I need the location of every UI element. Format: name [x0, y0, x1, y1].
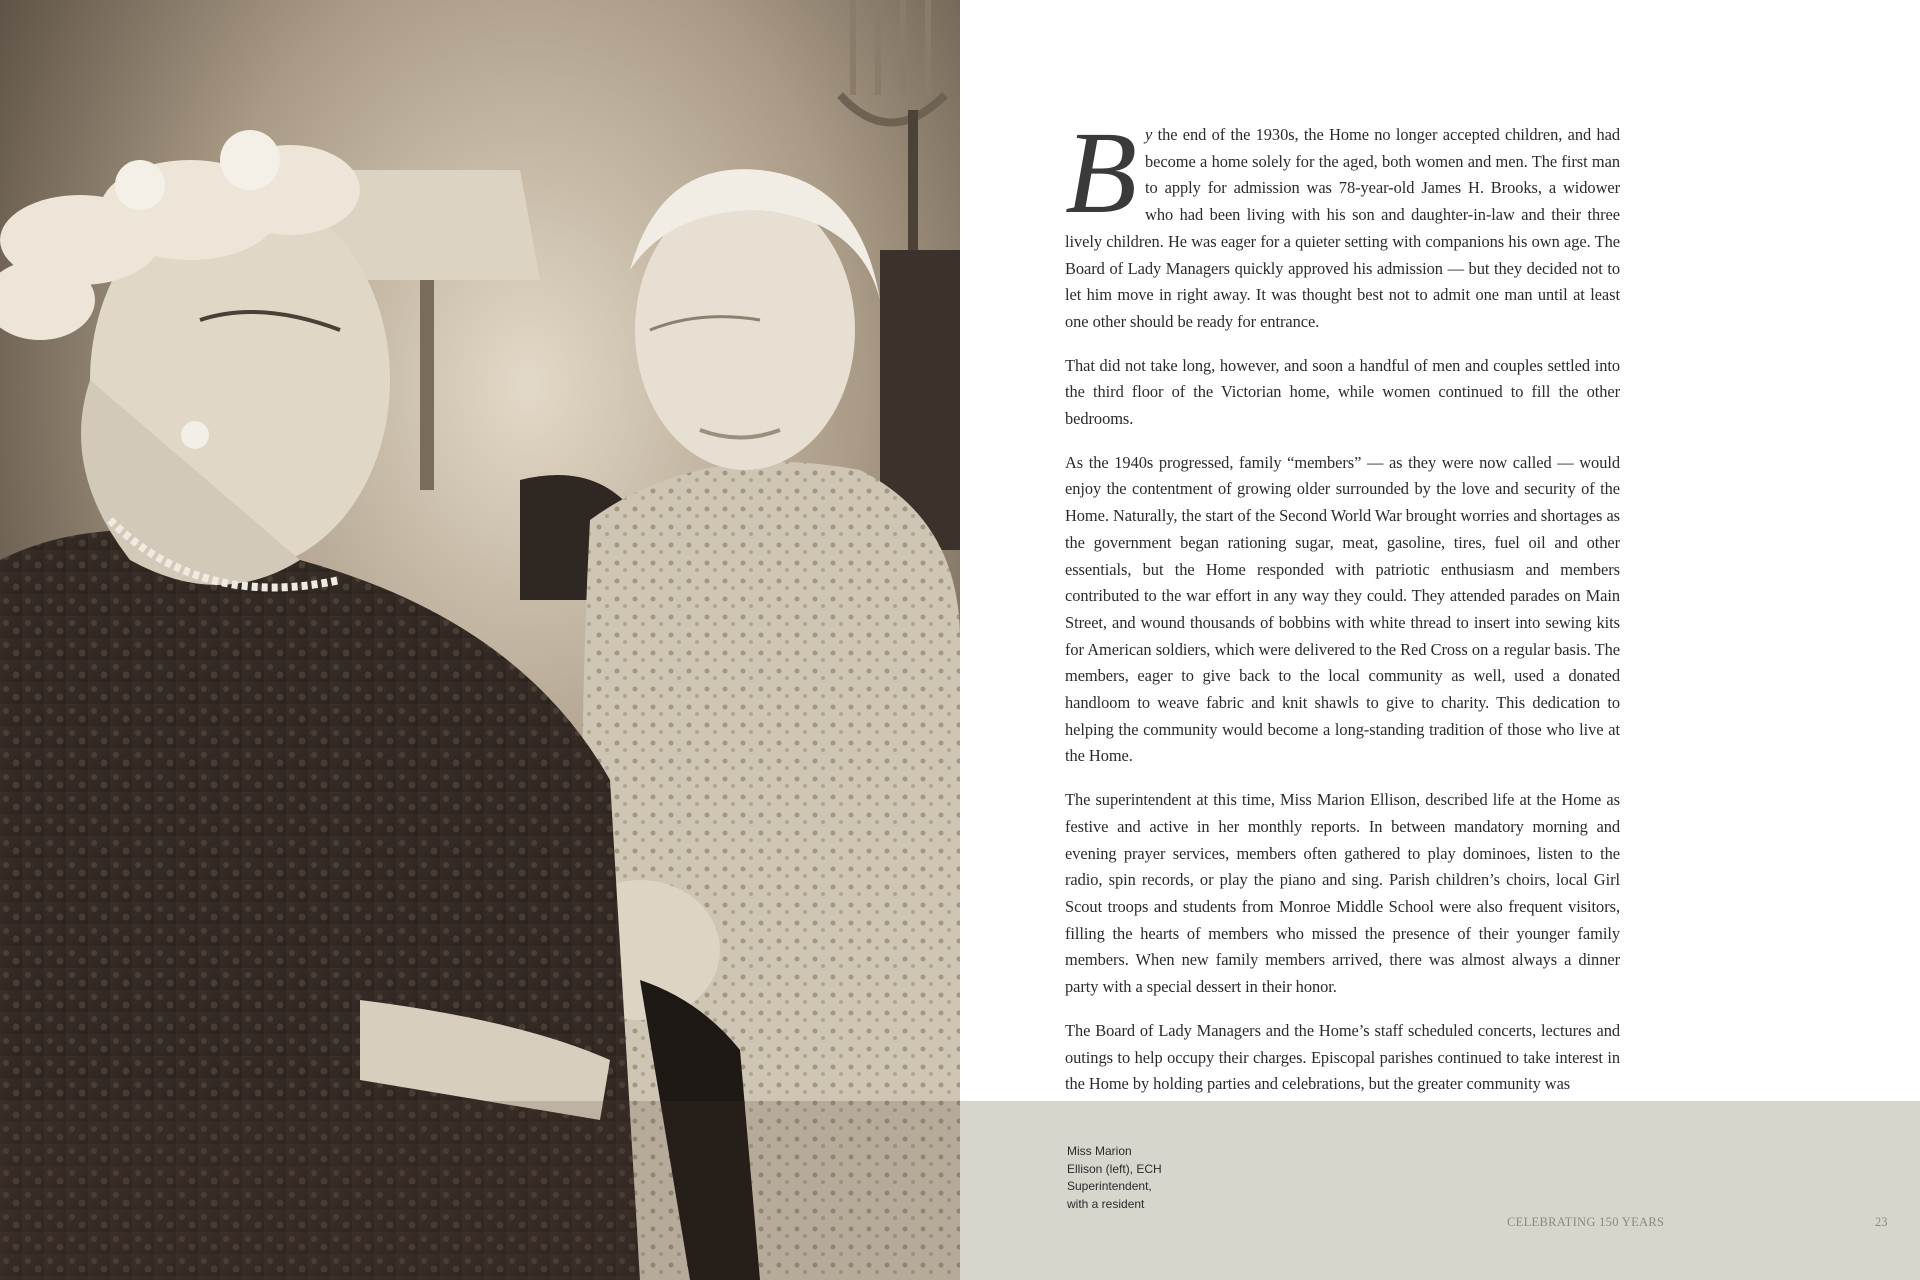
paragraph-3: As the 1940s progressed, family “members” — as they were now called — would enjoy the contentment of growing older surrounded by the love and security of the Home. Naturally, the start of the Second World War brought worries and shortages as the government began rationing sugar, meat, gasoline, tires, fuel oil and other essentials, but the Home responded with patriotic enthusiasm and members contributed to the war effort in any way they could. They attended parades on Main Street, and wound thousands of bobbins with white thread to insert into sewing kits for American soldiers, which were delivered to the Red Cross on a regular basis. The members, eager to give back to the local community as well, used a donated handloom to weave fabric and knit shawls to give to charity. This dedication to helping the community would become a long-standing tradition of those who live at the Home.	[1065, 452, 1620, 766]
paragraph-1-text: the end of the 1930s, the Home no longer accepted children, and had become a home solely for the aged, both women and men. The first man to apply for admission was 78-year-old James H. Brooks, a widower who had been living with his son and daughter-in-law and their three lively children. He was eager for a quieter setting with companions his own age. The Board of Lady Managers quickly approved his admission — but they decided not to let him move in right away. It was thought best not to admit one man until at least one other should be ready for entrance.	[1065, 125, 1620, 331]
caption-band	[960, 1101, 1920, 1280]
photo-band-overlay	[0, 1101, 960, 1280]
caption-line-1: Miss Marion	[1067, 1144, 1132, 1158]
caption-line-3: Superintendent,	[1067, 1179, 1152, 1193]
running-footer-title: CELEBRATING 150 YEARS	[1507, 1215, 1665, 1229]
paragraph-2: That did not take long, however, and soon a handful of men and couples settled into the third floor of the Victorian home, while women continued to fill the other bedrooms.	[1065, 355, 1620, 429]
paragraph-4: The superintendent at this time, Miss Marion Ellison, described life at the Home as festive and active in her monthly reports. In between mandatory morning and evening prayer services, members often gathered to play dominoes, listen to the radio, spin records, or play the piano and sing. Parish children’s choirs, local Girl Scout troops and students from Monroe Middle School were also frequent visitors, filling the hearts of members who missed the presence of their younger family members. When new family members arrived, there was almost always a dinner party with a special dessert in their honor.	[1065, 790, 1620, 997]
drop-cap-continuation: y	[1145, 125, 1153, 144]
caption-line-4: with a resident	[1067, 1196, 1145, 1211]
right-page	[960, 0, 1920, 1280]
paragraph-5: The Board of Lady Managers and the Home’s staff scheduled concerts, lectures and outings to help occupy their charges. Episcopal parishes continued to take interest in the Home by holding parties and celebrations, but the greater community was	[1065, 1020, 1620, 1094]
footer-band	[0, 1101, 1920, 1280]
article-body	[1065, 107, 1620, 1115]
caption-line-2: Ellison (left), ECH	[1067, 1161, 1162, 1176]
drop-cap: B	[1065, 107, 1138, 238]
paragraph-1	[1065, 107, 1620, 336]
photo-caption	[1067, 1143, 1177, 1213]
page-number: 23	[1875, 1215, 1888, 1229]
